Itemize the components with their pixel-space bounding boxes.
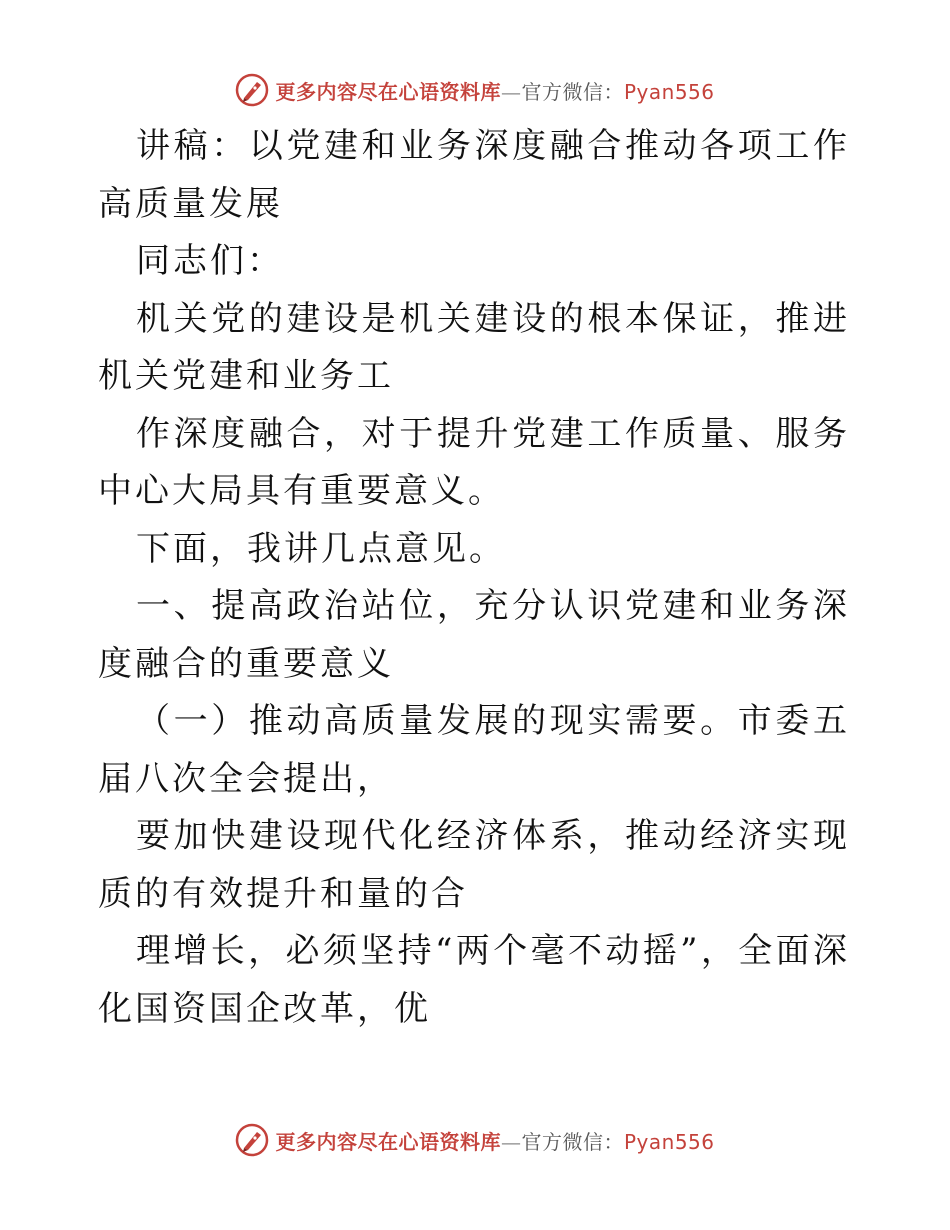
- watermark-wechat-id: Pyan556: [623, 1129, 715, 1154]
- document-title: 讲稿：以党建和业务深度融合推动各项工作高质量发展: [98, 126, 850, 224]
- paragraph: 理增长，必须坚持“两个毫不动摇”，全面深化国资国企改革，优: [98, 931, 850, 1029]
- document-body: [98, 118, 850, 1038]
- pen-logo-icon: [235, 1123, 269, 1157]
- watermark-site-text: 更多内容尽在心语资料库: [275, 1129, 501, 1154]
- paragraph: 作深度融合，对于提升党建工作质量、服务中心大局具有重要意义。: [98, 413, 850, 511]
- watermark-wechat-id: Pyan556: [623, 79, 715, 104]
- watermark-text: [275, 1126, 714, 1155]
- watermark-dash: —: [500, 1129, 522, 1154]
- pen-logo-icon: [235, 73, 269, 107]
- watermark-wechat-label: 官方微信：: [521, 1129, 624, 1154]
- watermark-text: [275, 76, 714, 105]
- footer-watermark: [0, 1120, 950, 1160]
- paragraph: 要加快建设现代化经济体系，推动经济实现质的有效提升和量的合: [98, 816, 850, 914]
- paragraph: （一）推动高质量发展的现实需要。市委五届八次全会提出，: [98, 701, 850, 799]
- salutation: 同志们：: [136, 241, 284, 281]
- section-heading: 一、提高政治站位，充分认识党建和业务深度融合的重要意义: [98, 586, 850, 684]
- paragraph: 下面，我讲几点意见。: [136, 528, 506, 569]
- watermark-wechat-label: 官方微信：: [521, 79, 624, 104]
- header-watermark: [0, 70, 950, 110]
- watermark-dash: —: [500, 79, 522, 104]
- paragraph: 机关党的建设是机关建设的根本保证，推进机关党建和业务工: [98, 298, 850, 396]
- watermark-site-text: 更多内容尽在心语资料库: [275, 79, 501, 104]
